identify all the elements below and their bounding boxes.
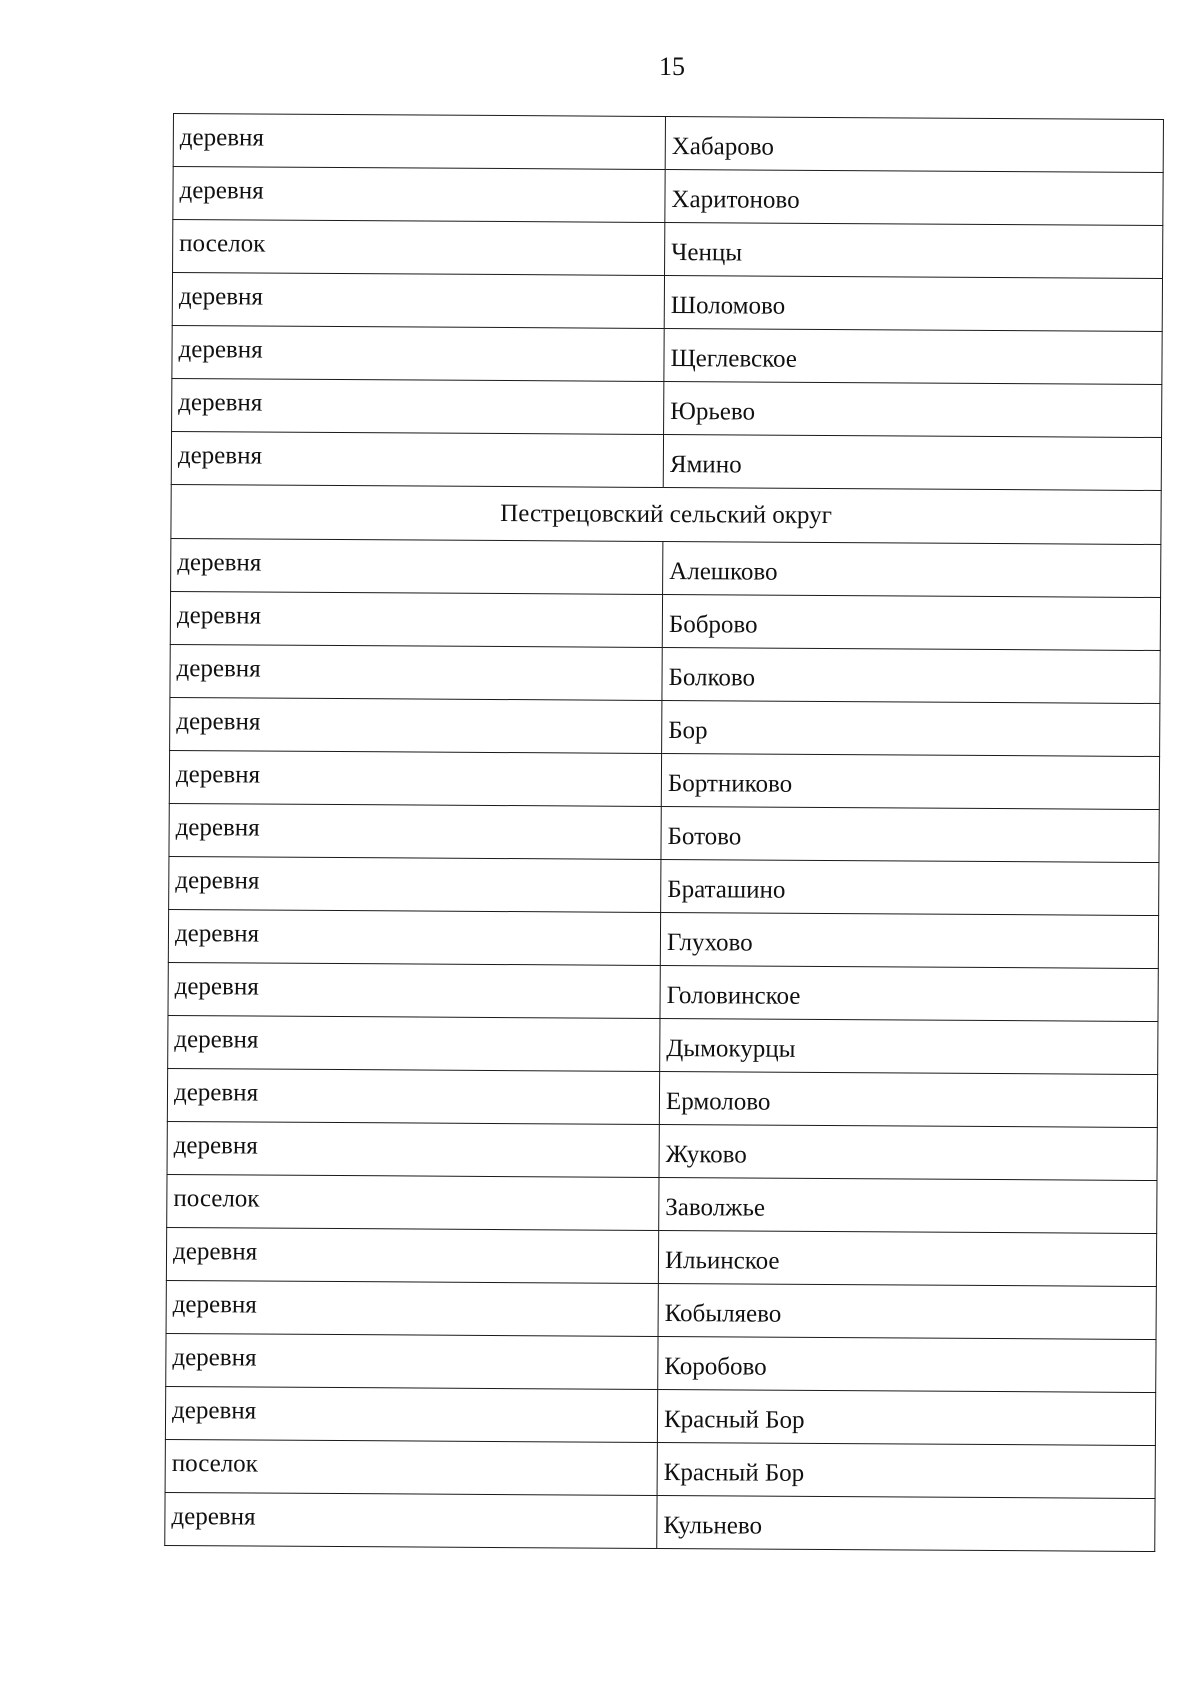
- settlement-name-cell: Харитоново: [665, 170, 1163, 226]
- settlement-name-cell: Ямино: [663, 435, 1161, 491]
- table-row: [170, 697, 1160, 756]
- settlement-type-cell: деревня: [171, 431, 663, 487]
- settlement-type-cell: деревня: [173, 114, 665, 170]
- settlement-type-cell: деревня: [167, 1121, 659, 1177]
- settlement-type-cell: деревня: [169, 856, 661, 912]
- settlement-name-cell: Ботово: [661, 806, 1159, 862]
- table-row: [172, 273, 1162, 332]
- settlement-name-cell: Болково: [662, 647, 1160, 703]
- table-row: [166, 1280, 1156, 1339]
- settlement-name-cell: Юрьево: [664, 382, 1162, 438]
- settlement-type-cell: деревня: [168, 909, 660, 965]
- settlement-type-cell: деревня: [165, 1492, 657, 1548]
- settlement-type-cell: деревня: [168, 1015, 660, 1071]
- settlement-name-cell: Хабарово: [665, 117, 1163, 173]
- table-row: [171, 538, 1161, 597]
- settlement-name-cell: Алешково: [663, 542, 1161, 598]
- table-row: [169, 750, 1159, 809]
- settlement-type-cell: деревня: [167, 1068, 659, 1124]
- settlement-type-cell: деревня: [165, 1386, 657, 1442]
- table-row: [167, 1121, 1157, 1180]
- settlements-table-body: [165, 114, 1164, 1552]
- settlement-name-cell: Бор: [662, 700, 1160, 756]
- settlement-name-cell: Браташино: [661, 859, 1159, 915]
- table-row: [165, 1386, 1155, 1445]
- settlement-type-cell: деревня: [168, 962, 660, 1018]
- settlement-name-cell: Жуково: [659, 1124, 1157, 1180]
- table-row: [167, 1174, 1157, 1233]
- settlement-name-cell: Головинское: [660, 965, 1158, 1021]
- settlement-type-cell: поселок: [173, 220, 665, 276]
- table-row: [173, 220, 1163, 279]
- table-row: [170, 644, 1160, 703]
- settlement-name-cell: Глухово: [660, 912, 1158, 968]
- settlement-type-cell: поселок: [167, 1174, 659, 1230]
- settlement-type-cell: деревня: [166, 1333, 658, 1389]
- settlement-name-cell: Красный Бор: [657, 1389, 1155, 1445]
- settlement-name-cell: Дымокурцы: [660, 1018, 1158, 1074]
- settlement-name-cell: Коробово: [658, 1336, 1156, 1392]
- section-title: Пестрецовский сельский округ: [171, 484, 1161, 544]
- settlement-name-cell: Боброво: [662, 594, 1160, 650]
- table-row: [168, 962, 1158, 1021]
- settlement-name-cell: Ченцы: [665, 223, 1163, 279]
- table-row: [165, 1439, 1155, 1498]
- settlement-type-cell: поселок: [165, 1439, 657, 1495]
- table-row: [168, 1015, 1158, 1074]
- settlement-type-cell: деревня: [173, 167, 665, 223]
- settlement-type-cell: деревня: [171, 538, 663, 594]
- settlement-name-cell: Шоломово: [664, 276, 1162, 332]
- settlement-name-cell: Красный Бор: [657, 1442, 1155, 1498]
- table-row: [172, 325, 1162, 384]
- settlement-type-cell: деревня: [169, 750, 661, 806]
- table-row: [172, 378, 1162, 437]
- settlement-name-cell: Кобыляево: [658, 1283, 1156, 1339]
- settlement-name-cell: Ермолово: [659, 1071, 1157, 1127]
- settlement-name-cell: Бортниково: [661, 753, 1159, 809]
- table-row: [173, 114, 1163, 173]
- table-row: [166, 1227, 1156, 1286]
- settlement-type-cell: деревня: [169, 803, 661, 859]
- settlement-type-cell: деревня: [166, 1280, 658, 1336]
- page-number: 15: [659, 52, 685, 81]
- settlement-type-cell: деревня: [172, 273, 664, 329]
- settlement-type-cell: деревня: [170, 591, 662, 647]
- table-row: [168, 909, 1158, 968]
- settlement-name-cell: Ильинское: [658, 1230, 1156, 1286]
- settlement-type-cell: деревня: [166, 1227, 658, 1283]
- table-row: [173, 167, 1163, 226]
- table-row: [166, 1333, 1156, 1392]
- settlements-table: [164, 113, 1164, 1552]
- settlement-type-cell: деревня: [170, 697, 662, 753]
- table-row: [170, 591, 1160, 650]
- settlement-name-cell: Щеглевское: [664, 329, 1162, 385]
- table-row: [169, 803, 1159, 862]
- table-row: [171, 431, 1161, 490]
- settlement-type-cell: деревня: [172, 325, 664, 381]
- settlement-name-cell: Кульнево: [657, 1495, 1155, 1551]
- table-row: [167, 1068, 1157, 1127]
- settlement-type-cell: деревня: [172, 378, 664, 434]
- table-row: [169, 856, 1159, 915]
- section-row: [171, 484, 1161, 544]
- settlement-name-cell: Заволжье: [659, 1177, 1157, 1233]
- table-row: [165, 1492, 1155, 1551]
- settlement-type-cell: деревня: [170, 644, 662, 700]
